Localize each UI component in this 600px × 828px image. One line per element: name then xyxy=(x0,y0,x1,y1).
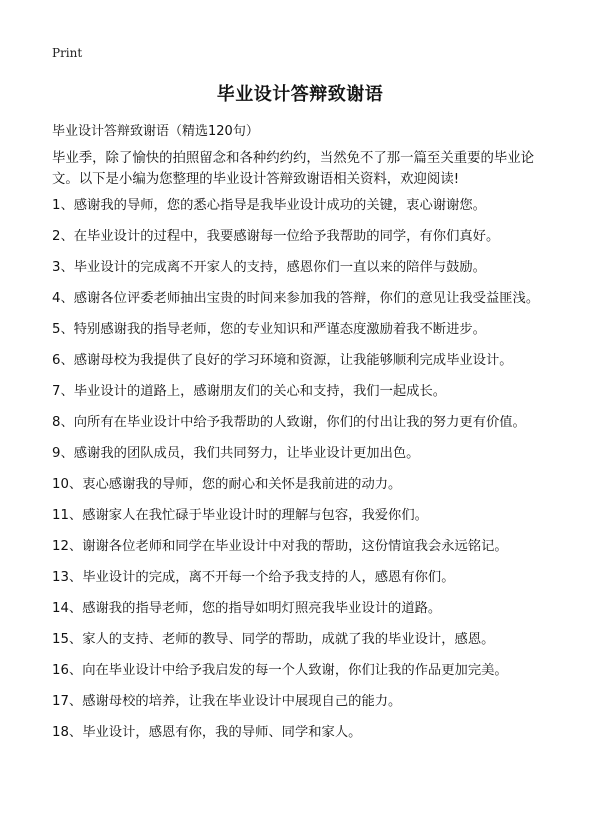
list-item: 5、特别感谢我的指导老师，您的专业知识和严谨态度激励着我不断进步。 xyxy=(52,322,486,337)
list-item: 18、毕业设计，感恩有你，我的导师、同学和家人。 xyxy=(52,725,362,740)
acknowledgement-list xyxy=(52,196,557,754)
list-item: 8、向所有在毕业设计中给予我帮助的人致谢，你们的付出让我的努力更有价值。 xyxy=(52,415,526,430)
print-link[interactable]: Print xyxy=(52,46,83,60)
list-item: 9、感谢我的团队成员，我们共同努力，让毕业设计更加出色。 xyxy=(52,446,420,461)
list-item: 12、谢谢各位老师和同学在毕业设计中对我的帮助，这份情谊我会永远铭记。 xyxy=(52,539,508,554)
document-title: 毕业设计答辩致谢语 xyxy=(216,84,384,105)
list-item: 4、感谢各位评委老师抽出宝贵的时间来参加我的答辩，你们的意见让我受益匪浅。 xyxy=(52,291,540,306)
list-item: 6、感谢母校为我提供了良好的学习环境和资源，让我能够顺利完成毕业设计。 xyxy=(52,353,513,368)
list-item: 11、感谢家人在我忙碌于毕业设计时的理解与包容，我爱你们。 xyxy=(52,508,428,523)
list-item: 15、家人的支持、老师的教导、同学的帮助，成就了我的毕业设计，感恩。 xyxy=(52,632,495,647)
list-item: 2、在毕业设计的过程中，我要感谢每一位给予我帮助的同学，有你们真好。 xyxy=(52,229,500,244)
list-item: 17、感谢母校的培养，让我在毕业设计中展现自己的能力。 xyxy=(52,694,402,709)
list-item: 14、感谢我的指导老师，您的指导如明灯照亮我毕业设计的道路。 xyxy=(52,601,442,616)
intro-paragraph: 毕业季，除了愉快的拍照留念和各种约约约，当然免不了那一篇至关重要的毕业论文。以下是小编为您整理的毕业设计答辩致谢语相关资料，欢迎阅读! xyxy=(52,151,535,187)
document-subtitle: 毕业设计答辩致谢语（精选120句） xyxy=(52,124,259,139)
list-item: 3、毕业设计的完成离不开家人的支持，感恩你们一直以来的陪伴与鼓励。 xyxy=(52,260,486,275)
list-item: 1、感谢我的导师，您的悉心指导是我毕业设计成功的关键，衷心谢谢您。 xyxy=(52,198,486,213)
list-item: 7、毕业设计的道路上，感谢朋友们的关心和支持，我们一起成长。 xyxy=(52,384,447,399)
list-item: 10、衷心感谢我的导师，您的耐心和关怀是我前进的动力。 xyxy=(52,477,402,492)
list-item: 13、毕业设计的完成，离不开每一个给予我支持的人，感恩有你们。 xyxy=(52,570,455,585)
list-item: 16、向在毕业设计中给予我启发的每一个人致谢，你们让我的作品更加完美。 xyxy=(52,663,508,678)
